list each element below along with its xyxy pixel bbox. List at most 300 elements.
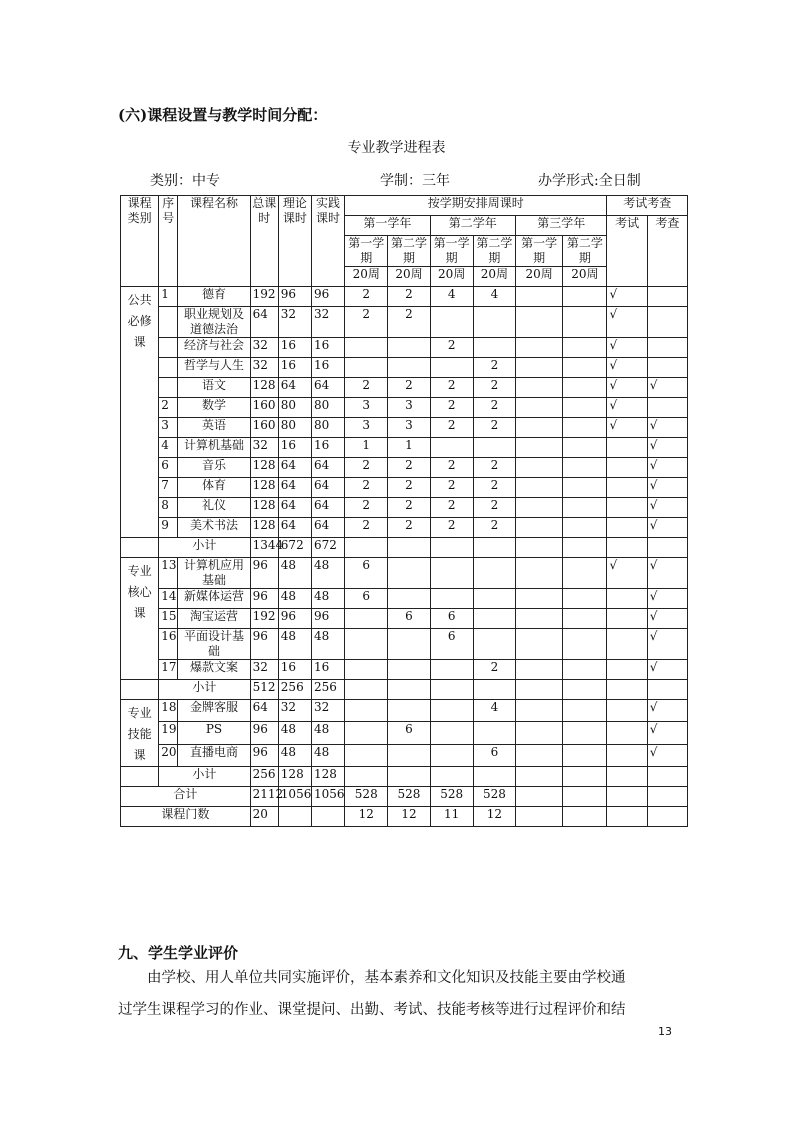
hdr-weeks: 20周 (473, 267, 515, 287)
empty-cell (563, 538, 607, 558)
theory-hours-cell: 96 (278, 609, 311, 629)
seq-cell: 4 (159, 438, 178, 458)
semester-hours-cell: 2 (345, 518, 388, 538)
theory-hours-cell: 32 (278, 307, 311, 338)
semester-hours-cell (473, 609, 515, 629)
semester-hours-cell (516, 287, 563, 307)
semester-hours-cell: 4 (473, 700, 515, 722)
practice-hours-cell: 48 (311, 629, 344, 660)
semester-hours-cell (563, 609, 607, 629)
subtotal-row (121, 538, 688, 558)
check-cell: √ (647, 700, 687, 722)
empty-cell (563, 767, 607, 787)
hdr-weeks: 20周 (563, 267, 607, 287)
semester-hours-cell (516, 378, 563, 398)
exam-cell (607, 609, 647, 629)
paragraph-line-1: 由学校、用人单位共同实施评价，基本素养和文化知识及技能主要由学校通 (147, 970, 626, 986)
seq-cell: 14 (159, 589, 178, 609)
semester-hours-cell (473, 722, 515, 744)
subtotal-row (121, 767, 688, 787)
seq-cell: 8 (159, 498, 178, 518)
course-name-cell: 哲学与人生 (178, 358, 250, 378)
theory-hours-cell: 128 (278, 767, 311, 787)
practice-hours-cell: 48 (311, 558, 344, 589)
exam-cell: √ (607, 358, 647, 378)
semester-count-cell: 12 (473, 807, 515, 827)
practice-hours-cell: 96 (311, 609, 344, 629)
seq-cell (159, 338, 178, 358)
course-name-cell: 淘宝运营 (178, 609, 250, 629)
semester-hours-cell: 2 (388, 518, 430, 538)
total-hours-cell: 160 (250, 418, 278, 438)
theory-hours-cell: 672 (278, 538, 311, 558)
course-type-cell (121, 287, 159, 538)
semester-hours-cell (430, 700, 473, 722)
semester-hours-cell (516, 418, 563, 438)
total-hours-cell: 256 (250, 767, 278, 787)
total-hours-cell: 160 (250, 398, 278, 418)
semester-hours-cell (563, 287, 607, 307)
course-count-total: 20 (250, 807, 278, 827)
theory-hours-cell: 64 (278, 378, 311, 398)
course-name-cell: 爆款文案 (178, 660, 250, 680)
hdr-semester: 第二学期 (473, 236, 515, 267)
total-hours-cell: 64 (250, 700, 278, 722)
hdr-total-hours: 总课时 (250, 196, 278, 287)
check-cell: √ (647, 378, 687, 398)
theory-hours-cell: 64 (278, 518, 311, 538)
empty-cell (121, 538, 159, 558)
semester-hours-cell (430, 660, 473, 680)
total-hours-cell: 128 (250, 498, 278, 518)
seq-cell (159, 358, 178, 378)
hdr-semester: 第一学期 (345, 236, 388, 267)
exam-cell (607, 589, 647, 609)
course-name-cell: 英语 (178, 418, 250, 438)
exam-cell: √ (607, 398, 647, 418)
seq-cell: 16 (159, 629, 178, 660)
semester-hours-cell (388, 660, 430, 680)
semester-hours-cell: 2 (388, 498, 430, 518)
semester-hours-cell (563, 338, 607, 358)
course-name-cell: 新媒体运营 (178, 589, 250, 609)
theory-hours-cell: 64 (278, 478, 311, 498)
theory-hours-cell: 1056 (278, 787, 311, 807)
semester-hours-cell: 2 (430, 398, 473, 418)
empty-cell (430, 538, 473, 558)
course-name-cell: 经济与社会 (178, 338, 250, 358)
semester-hours-cell: 3 (388, 398, 430, 418)
practice-hours-cell: 80 (311, 418, 344, 438)
theory-hours-cell: 16 (278, 660, 311, 680)
semester-hours-cell (516, 438, 563, 458)
seq-cell: 7 (159, 478, 178, 498)
semester-hours-cell (430, 722, 473, 744)
seq-cell: 20 (159, 744, 178, 766)
semester-hours-cell: 528 (388, 787, 430, 807)
semester-hours-cell (563, 378, 607, 398)
empty-cell (647, 538, 687, 558)
course-name-cell: 计算机应用基础 (178, 558, 250, 589)
semester-hours-cell: 2 (345, 378, 388, 398)
empty-cell (388, 538, 430, 558)
semester-hours-cell (388, 744, 430, 766)
semester-hours-cell: 2 (388, 378, 430, 398)
practice-hours-cell: 64 (311, 498, 344, 518)
section-heading: (六)课程设置与教学时间分配： (118, 106, 328, 124)
hdr-semester: 第一学期 (430, 236, 473, 267)
semester-hours-cell (516, 589, 563, 609)
exam-cell (607, 518, 647, 538)
semester-count-cell (516, 807, 563, 827)
table-row (121, 518, 688, 538)
table-row (121, 498, 688, 518)
empty-cell (388, 767, 430, 787)
semester-hours-cell (388, 558, 430, 589)
hdr-weeks: 20周 (516, 267, 563, 287)
empty-cell (647, 787, 687, 807)
semester-hours-cell: 2 (473, 358, 515, 378)
practice-hours-cell: 16 (311, 438, 344, 458)
check-cell: √ (647, 744, 687, 766)
hdr-practice-hours: 实践课时 (311, 196, 344, 287)
semester-hours-cell (430, 558, 473, 589)
semester-hours-cell: 3 (345, 418, 388, 438)
semester-count-cell: 12 (388, 807, 430, 827)
seq-cell: 3 (159, 418, 178, 438)
semester-hours-cell: 2 (430, 458, 473, 478)
exam-cell (607, 744, 647, 766)
theory-hours-cell: 48 (278, 722, 311, 744)
theory-hours-cell: 48 (278, 558, 311, 589)
exam-cell: √ (607, 307, 647, 338)
practice-hours-cell: 256 (311, 680, 344, 700)
table-row (121, 629, 688, 660)
semester-hours-cell (430, 438, 473, 458)
check-cell: √ (647, 722, 687, 744)
semester-hours-cell (516, 498, 563, 518)
hdr-weekly-hours: 按学期安排周课时 (345, 196, 607, 216)
semester-hours-cell (516, 609, 563, 629)
empty-cell (121, 680, 159, 700)
practice-hours-cell: 16 (311, 358, 344, 378)
empty-cell (647, 807, 687, 827)
hdr-check: 考查 (647, 216, 687, 287)
exam-cell: √ (607, 418, 647, 438)
grand-total-row (121, 787, 688, 807)
theory-hours-cell: 96 (278, 287, 311, 307)
table-title: 专业教学进程表 (347, 140, 446, 156)
practice-hours-cell: 16 (311, 338, 344, 358)
empty-cell (121, 767, 159, 787)
semester-hours-cell: 528 (473, 787, 515, 807)
total-hours-cell: 32 (250, 438, 278, 458)
semester-hours-cell (563, 744, 607, 766)
course-name-cell: 数学 (178, 398, 250, 418)
semester-hours-cell: 2 (473, 498, 515, 518)
seq-cell: 17 (159, 660, 178, 680)
seq-cell: 18 (159, 700, 178, 722)
exam-cell: √ (607, 558, 647, 589)
theory-hours-cell: 48 (278, 744, 311, 766)
semester-hours-cell (430, 307, 473, 338)
check-cell: √ (647, 478, 687, 498)
semester-hours-cell (430, 358, 473, 378)
course-name-cell: 礼仪 (178, 498, 250, 518)
exam-cell (607, 438, 647, 458)
semester-hours-cell (516, 518, 563, 538)
course-name-cell: 体育 (178, 478, 250, 498)
semester-hours-cell (563, 478, 607, 498)
empty-cell (345, 680, 388, 700)
practice-hours-cell: 48 (311, 722, 344, 744)
empty-cell (430, 680, 473, 700)
table-row (121, 744, 688, 766)
practice-hours-cell: 128 (311, 767, 344, 787)
practice-hours-cell: 48 (311, 744, 344, 766)
semester-hours-cell: 6 (345, 558, 388, 589)
practice-hours-cell: 96 (311, 287, 344, 307)
course-type-cell (121, 558, 159, 680)
semester-hours-cell: 2 (430, 478, 473, 498)
semester-hours-cell (345, 744, 388, 766)
empty-cell (607, 767, 647, 787)
theory-hours-cell: 16 (278, 438, 311, 458)
meta-mode: 办学形式:全日制 (538, 173, 641, 189)
semester-hours-cell: 2 (345, 458, 388, 478)
table-row (121, 378, 688, 398)
semester-hours-cell: 6 (388, 722, 430, 744)
semester-hours-cell (516, 558, 563, 589)
check-cell: √ (647, 418, 687, 438)
check-cell (647, 307, 687, 338)
semester-hours-cell: 2 (345, 287, 388, 307)
theory-hours-cell: 256 (278, 680, 311, 700)
semester-hours-cell (563, 787, 607, 807)
course-name-cell: 音乐 (178, 458, 250, 478)
hdr-course-name: 课程名称 (178, 196, 250, 287)
empty-cell (430, 767, 473, 787)
subtotal-label: 小计 (159, 538, 250, 558)
semester-hours-cell: 2 (473, 518, 515, 538)
semester-hours-cell (563, 518, 607, 538)
semester-hours-cell: 4 (473, 287, 515, 307)
semester-count-cell: 11 (430, 807, 473, 827)
total-hours-cell: 1344 (250, 538, 278, 558)
course-type-label: 专业核心课 (127, 564, 152, 620)
total-hours-cell: 128 (250, 478, 278, 498)
table-row (121, 287, 688, 307)
semester-hours-cell: 6 (430, 629, 473, 660)
semester-hours-cell (516, 629, 563, 660)
semester-hours-cell (345, 660, 388, 680)
seq-cell: 15 (159, 609, 178, 629)
semester-hours-cell: 2 (388, 458, 430, 478)
empty-cell (647, 680, 687, 700)
table-row (121, 458, 688, 478)
check-cell (647, 338, 687, 358)
course-name-cell: 德育 (178, 287, 250, 307)
hdr-semester: 第二学期 (388, 236, 430, 267)
subtotal-label: 小计 (159, 767, 250, 787)
seq-cell: 6 (159, 458, 178, 478)
table-row (121, 438, 688, 458)
semester-hours-cell (516, 787, 563, 807)
course-name-cell: 职业规划及道德法治 (178, 307, 250, 338)
semester-hours-cell (345, 722, 388, 744)
meta-category: 类别：中专 (150, 173, 220, 189)
semester-hours-cell: 2 (473, 660, 515, 680)
semester-hours-cell: 3 (345, 398, 388, 418)
semester-hours-cell: 6 (430, 609, 473, 629)
empty-cell (516, 538, 563, 558)
empty-cell (607, 807, 647, 827)
exam-cell (607, 700, 647, 722)
semester-hours-cell (563, 589, 607, 609)
semester-hours-cell (563, 398, 607, 418)
theory-hours-cell: 64 (278, 498, 311, 518)
check-cell (647, 287, 687, 307)
section9-heading: 九、学生学业评价 (118, 944, 239, 962)
course-name-cell: 平面设计基础 (178, 629, 250, 660)
semester-hours-cell (473, 589, 515, 609)
semester-hours-cell (516, 358, 563, 378)
semester-hours-cell (430, 589, 473, 609)
semester-hours-cell (473, 629, 515, 660)
seq-cell: 2 (159, 398, 178, 418)
practice-hours-cell: 32 (311, 307, 344, 338)
semester-hours-cell (388, 338, 430, 358)
hdr-semester: 第二学期 (563, 236, 607, 267)
semester-hours-cell: 2 (388, 478, 430, 498)
table-row (121, 398, 688, 418)
semester-hours-cell (563, 558, 607, 589)
semester-hours-cell: 2 (430, 518, 473, 538)
semester-hours-cell (516, 478, 563, 498)
empty-cell (607, 787, 647, 807)
total-hours-cell: 32 (250, 660, 278, 680)
semester-hours-cell (388, 629, 430, 660)
course-count-row (121, 807, 688, 827)
table-row (121, 660, 688, 680)
semester-hours-cell (345, 338, 388, 358)
theory-hours-cell: 16 (278, 338, 311, 358)
subtotal-row (121, 680, 688, 700)
semester-hours-cell (516, 744, 563, 766)
course-name-cell: 直播电商 (178, 744, 250, 766)
practice-hours-cell: 32 (311, 700, 344, 722)
hdr-weeks: 20周 (388, 267, 430, 287)
total-hours-cell: 32 (250, 338, 278, 358)
semester-hours-cell (388, 589, 430, 609)
check-cell: √ (647, 589, 687, 609)
total-hours-cell: 512 (250, 680, 278, 700)
grand-total-label: 合计 (121, 787, 251, 807)
semester-hours-cell: 2 (345, 498, 388, 518)
semester-hours-cell (473, 438, 515, 458)
semester-count-cell (563, 807, 607, 827)
semester-hours-cell (563, 722, 607, 744)
hdr-year3: 第三学年 (516, 216, 607, 236)
semester-hours-cell: 1 (345, 438, 388, 458)
theory-hours-cell: 48 (278, 629, 311, 660)
course-name-cell: 美术书法 (178, 518, 250, 538)
meta-duration: 学制：三年 (380, 173, 450, 189)
semester-hours-cell (430, 744, 473, 766)
semester-hours-cell (563, 307, 607, 338)
hdr-course-type: 课程类别 (121, 196, 159, 287)
hdr-theory-hours: 理论课时 (278, 196, 311, 287)
total-hours-cell: 96 (250, 629, 278, 660)
check-cell: √ (647, 458, 687, 478)
check-cell: √ (647, 498, 687, 518)
theory-hours-cell: 32 (278, 700, 311, 722)
exam-cell (607, 458, 647, 478)
page-number: 13 (658, 1025, 672, 1038)
check-cell: √ (647, 518, 687, 538)
hdr-seq: 序号 (159, 196, 178, 287)
table-row (121, 338, 688, 358)
semester-hours-cell (563, 458, 607, 478)
semester-hours-cell (563, 660, 607, 680)
theory-hours-cell: 16 (278, 358, 311, 378)
total-hours-cell: 96 (250, 722, 278, 744)
semester-hours-cell: 2 (473, 398, 515, 418)
check-cell (647, 398, 687, 418)
exam-cell: √ (607, 378, 647, 398)
empty-cell (563, 680, 607, 700)
course-name-cell: 语文 (178, 378, 250, 398)
check-cell (647, 358, 687, 378)
hdr-year1: 第一学年 (345, 216, 430, 236)
total-hours-cell: 96 (250, 744, 278, 766)
exam-cell (607, 478, 647, 498)
semester-hours-cell: 2 (388, 287, 430, 307)
table-row (121, 418, 688, 438)
table-row (121, 589, 688, 609)
theory-hours-cell: 48 (278, 589, 311, 609)
semester-hours-cell (388, 700, 430, 722)
semester-hours-cell (563, 498, 607, 518)
paragraph-line-2: 过学生课程学习的作业、课堂提问、出勤、考试、技能考核等进行过程评价和结 (118, 1002, 626, 1018)
table-row (121, 307, 688, 338)
course-count-label: 课程门数 (121, 807, 251, 827)
empty-cell (311, 807, 344, 827)
semester-hours-cell (563, 358, 607, 378)
check-cell: √ (647, 558, 687, 589)
practice-hours-cell: 672 (311, 538, 344, 558)
course-name-cell: 金牌客服 (178, 700, 250, 722)
semester-hours-cell: 2 (473, 418, 515, 438)
semester-hours-cell: 2 (473, 458, 515, 478)
practice-hours-cell: 80 (311, 398, 344, 418)
total-hours-cell: 32 (250, 358, 278, 378)
seq-cell: 19 (159, 722, 178, 744)
hdr-weeks: 20周 (345, 267, 388, 287)
semester-hours-cell (516, 398, 563, 418)
semester-hours-cell: 6 (473, 744, 515, 766)
semester-hours-cell (516, 307, 563, 338)
schedule-table (120, 195, 688, 827)
semester-hours-cell (345, 609, 388, 629)
check-cell: √ (647, 660, 687, 680)
empty-cell (473, 538, 515, 558)
semester-hours-cell (345, 629, 388, 660)
practice-hours-cell: 16 (311, 660, 344, 680)
practice-hours-cell: 64 (311, 478, 344, 498)
course-type-cell (121, 700, 159, 767)
total-hours-cell: 96 (250, 558, 278, 589)
